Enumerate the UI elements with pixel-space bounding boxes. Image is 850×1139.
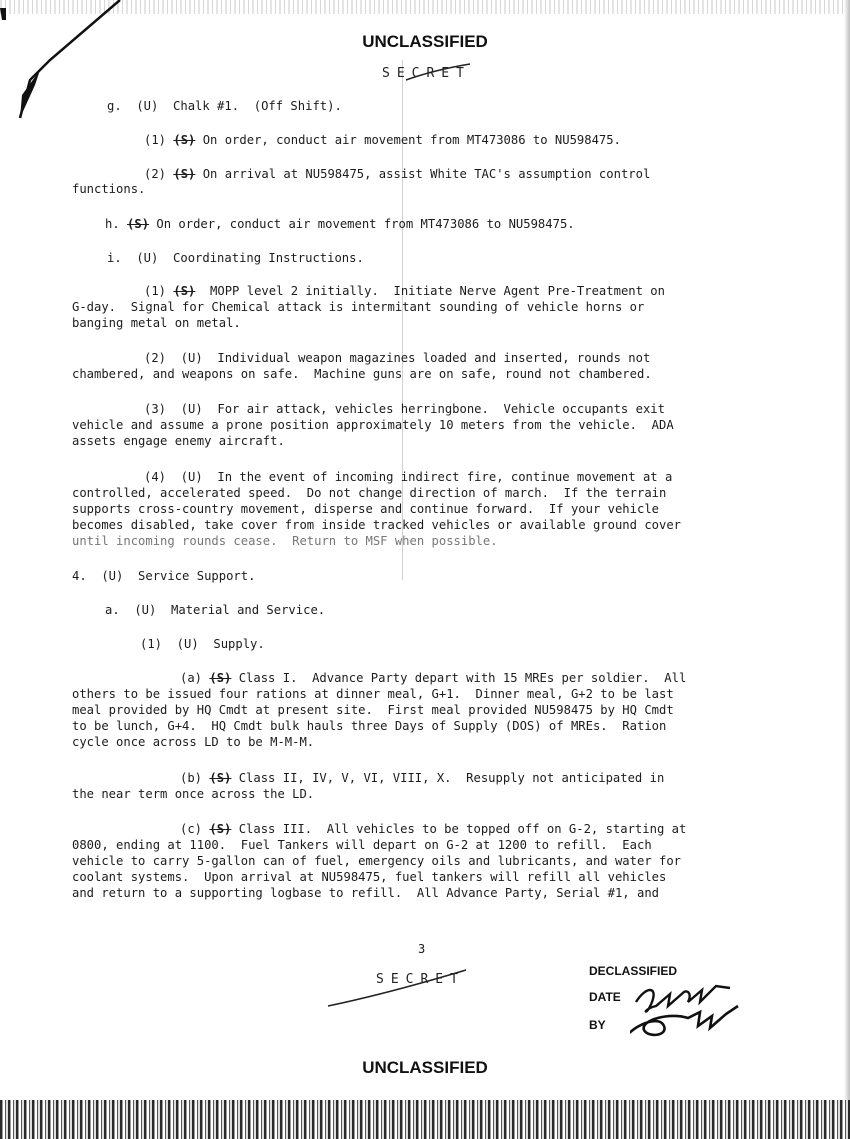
para-g2-cont: functions. <box>72 182 146 196</box>
para-supply-c-line3: vehicle to carry 5-gallon can of fuel, emergency oils and lubricants, and water for <box>72 854 682 868</box>
scan-edge-right <box>844 0 850 1100</box>
handwritten-signature <box>630 972 750 1042</box>
para-i4-line5: until incoming rounds cease. Return to MSF when possible. <box>72 534 498 548</box>
secret-strike-bottom <box>326 964 476 1012</box>
secret-marking-bottom: SECRET <box>376 972 465 987</box>
para-h: h. (S) On order, conduct air movement from MT473086 to NU598475. <box>105 217 575 231</box>
para-i2: (2) (U) Individual weapon magazines loaded and inserted, rounds not <box>144 351 651 365</box>
redaction-mark: (S) <box>209 822 232 836</box>
page-number: 3 <box>418 942 426 956</box>
redaction-mark: (S) <box>209 671 232 685</box>
para-supply-c-line4: coolant systems. Upon arrival at NU598475, fuel tankers will refill all vehicles <box>72 870 667 884</box>
para-supply-c-line2: 0800, ending at 1100. Fuel Tankers will depart on G-2 at 1200 to refill. Each <box>72 838 652 852</box>
para-supply-b: (b) (S) Class II, IV, V, VI, VIII, X. Resupply not anticipated in <box>180 771 665 785</box>
classification-header: UNCLASSIFIED <box>362 32 488 51</box>
para-i2-line2: chambered, and weapons on safe. Machine guns are on safe, round not chambered. <box>72 367 652 381</box>
redaction-mark: (S) <box>173 167 196 181</box>
para-i3-line2: vehicle and assume a prone position approximately 10 meters from the vehicle. ADA <box>72 418 674 432</box>
para-i4: (4) (U) In the event of incoming indirect fire, continue movement at a <box>144 470 673 484</box>
para-supply-a-line4: to be lunch, G+4. HQ Cmdt bulk hauls three Days of Supply (DOS) of MREs. Ration <box>72 719 667 733</box>
secret-marking-top: SECRET <box>382 66 471 81</box>
redaction-mark: (S) <box>127 217 150 231</box>
para-g1: (1) (S) On order, conduct air movement from MT473086 to NU598475. <box>144 133 621 147</box>
section-4: 4. (U) Service Support. <box>72 569 256 583</box>
para-supply-a-line2: others to be issued four rations at dinner meal, G+1. Dinner meal, G+2 to be last <box>72 687 674 701</box>
para-supply-c: (c) (S) Class III. All vehicles to be topped off on G-2, starting at <box>180 822 687 836</box>
secret-strike-top <box>404 58 474 88</box>
para-supply-a-line5: cycle once across LD to be M-M-M. <box>72 735 315 749</box>
classification-footer: UNCLASSIFIED <box>362 1058 488 1077</box>
redaction-mark: (S) <box>209 771 232 785</box>
para-i1-line2: G-day. Signal for Chemical attack is intermitant sounding of vehicle horns or <box>72 300 645 314</box>
para-supply-c-line5: and return to a supporting logbase to refill. All Advance Party, Serial #1, and <box>72 886 659 900</box>
para-i1: (1) (S) MOPP level 2 initially. Initiate Nerve Agent Pre-Treatment on <box>144 284 665 298</box>
para-i3: (3) (U) For air attack, vehicles herringbone. Vehicle occupants exit <box>144 402 665 416</box>
para-supply-a: (a) (S) Class I. Advance Party depart with 15 MREs per soldier. All <box>180 671 687 685</box>
section-4a: a. (U) Material and Service. <box>105 603 326 617</box>
para-g2: (2) (S) On arrival at NU598475, assist White TAC's assumption control <box>144 167 651 181</box>
section-4a1: (1) (U) Supply. <box>140 637 265 651</box>
para-g: g. (U) Chalk #1. (Off Shift). <box>107 99 342 113</box>
scan-noise-bottom <box>0 1100 850 1139</box>
para-supply-a-line3: meal provided by HQ Cmdt at present site. First meal provided NU598475 by HQ Cmdt <box>72 703 674 717</box>
declassified-stamp: DECLASSIFIED <box>589 964 678 978</box>
para-i: i. (U) Coordinating Instructions. <box>107 251 364 265</box>
para-i4-line4: becomes disabled, take cover from inside tracked vehicles or available ground cover <box>72 518 682 532</box>
declassified-date-label: DATE <box>589 990 621 1004</box>
declassified-by-label: BY <box>589 1018 606 1032</box>
para-i4-line3: supports cross-country movement, disperse and continue forward. If your vehicle <box>72 502 659 516</box>
para-i1-line3: banging metal on metal. <box>72 316 241 330</box>
redaction-mark: (S) <box>173 133 196 147</box>
para-i3-line3: assets engage enemy aircraft. <box>72 434 285 448</box>
para-supply-b-line2: the near term once across the LD. <box>72 787 315 801</box>
para-i4-line2: controlled, accelerated speed. Do not change direction of march. If the terrain <box>72 486 667 500</box>
redaction-mark: (S) <box>173 284 196 298</box>
